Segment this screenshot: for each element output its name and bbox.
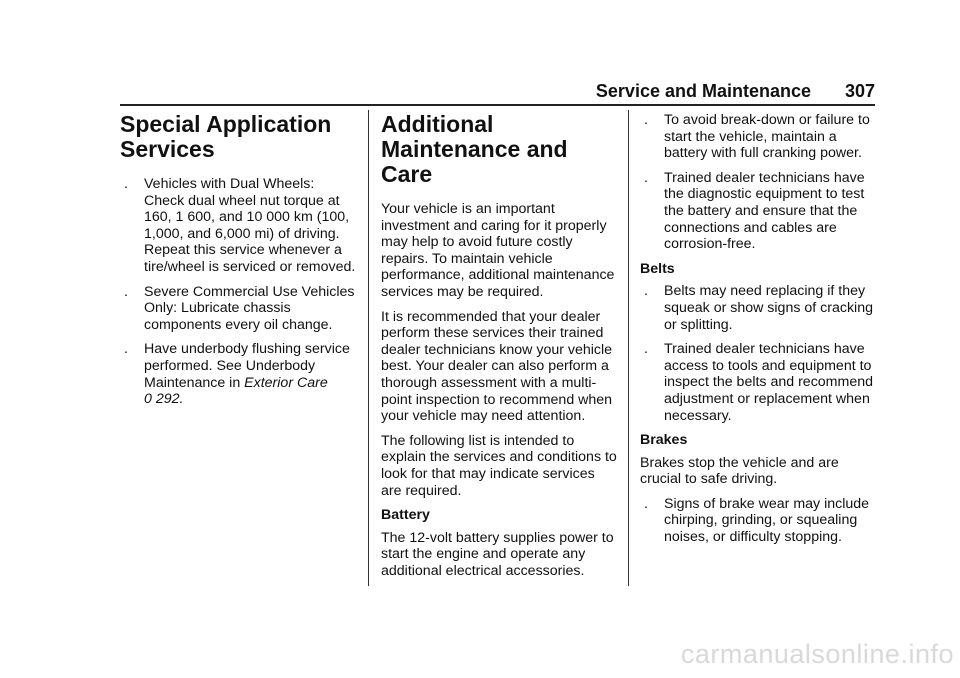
list-item-text: Vehicles with Dual Wheels: Check dual wheel nut torque at 160, 1 600, and 10 000 km (100, 1,000, and 6,000 mi) of driving. Repeat this service whenever a tire/wheel is serviced or removed. [144,176,356,275]
bullet-marker: . [644,112,648,128]
battery-bullet-list [640,112,880,253]
paragraph: It is recommended that your dealer perform these services their trained dealer technicians know your vehicle best. Your dealer can also perform a thorough assessment with a multi-point inspection to recommend when your vehicle may need attention. [381,308,613,425]
belts-bullet-list [640,283,880,424]
list-item [640,112,880,162]
page-header [120,81,875,106]
heading-special-application-services [120,112,358,162]
column-divider [628,110,629,586]
bullet-marker: . [644,341,648,358]
paragraph: Your vehicle is an important investment and caring for it properly may help to avoid future costly repairs. To maintain vehicle performance, additional maintenance services may be required. [381,201,615,300]
page-reference-link[interactable]: 0 292. [144,391,184,408]
list-item [640,170,880,253]
list-item-text: Belts may need replacing if they squeak or show signs of cracking or splitting. [664,283,873,333]
list-item-text: Have underbody flushing service performed. See Underbody Maintenance in [144,341,350,391]
list-item-text: Trained dealer technicians have the diagnostic equipment to test the battery and ensure that the connections and cables are corrosion-free. [664,169,865,253]
bullet-marker: . [124,176,128,192]
list-item [120,176,358,276]
list-item [640,341,880,424]
bullet-marker: . [124,341,128,358]
paragraph: The 12-volt battery supplies power to start the engine and operate any additional electrical accessories. [381,529,614,579]
column-divider [368,110,369,586]
column-right [640,112,880,554]
bullet-marker: . [644,495,648,512]
heading-line: Additional [381,111,494,137]
subheading-brakes: Brakes [640,432,688,449]
subheading-belts: Belts [640,260,675,277]
page-number: 307 [844,81,875,101]
cross-reference-link[interactable]: Exterior Care [244,374,328,391]
list-item-text: Signs of brake wear may include chirping, grinding, or squealing noises, or difficulty stopping. [664,495,870,546]
heading-line: Special Application [120,111,332,137]
paragraph: The following list is intended to explain the services and conditions to look for that may indicate services are required. [381,432,617,499]
bullet-marker: . [124,283,128,300]
list-item-text: To avoid break-down or failure to start the vehicle, maintain a battery with full cranking power. [664,112,870,162]
list-item [640,496,880,546]
heading-line: Services [120,136,215,162]
section-title: Service and Maintenance [595,81,811,101]
heading-additional-maintenance [381,112,617,187]
subheading-battery: Battery [381,507,430,524]
column-middle [381,112,617,587]
bullet-list [120,176,358,408]
list-item-text: Severe Commercial Use Vehicles Only: Lubricate chassis components every oil change. [144,283,355,333]
bullet-marker: . [644,169,648,186]
list-item [120,284,358,334]
brakes-bullet-list [640,496,880,546]
heading-line: Maintenance and Care [381,136,568,187]
bullet-marker: . [644,283,648,300]
list-item [120,341,358,407]
list-item [640,283,880,333]
watermark-text: carmanualsonline.info [680,639,954,669]
column-left [120,112,358,416]
paragraph: Brakes stop the vehicle and are crucial to safe driving. [640,454,839,488]
list-item-text: Trained dealer technicians have access to tools and equipment to inspect the belts and recommend adjustment or replacement when necessary. [664,341,873,424]
